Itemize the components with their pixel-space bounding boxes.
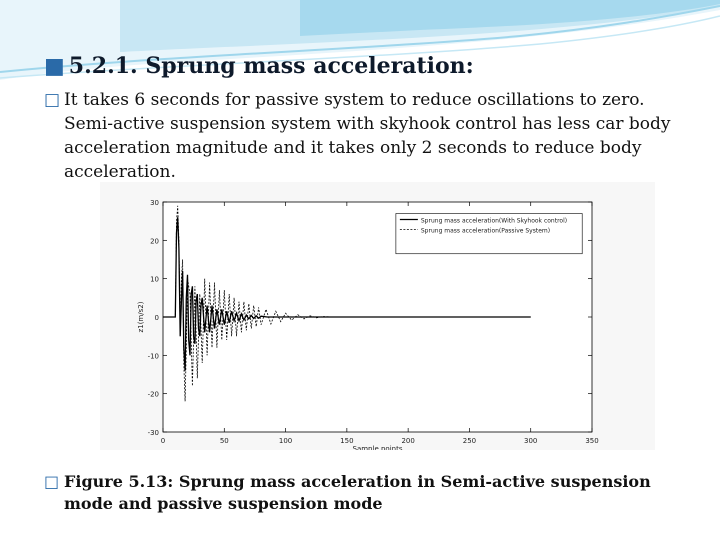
slide-title-text: 5.2.1. Sprung mass acceleration: bbox=[68, 53, 474, 79]
y-tick-label: -10 bbox=[147, 352, 159, 361]
figure-caption-text: Figure 5.13: Sprung mass acceleration in Semi-active suspension mode and passive suspension mode bbox=[64, 472, 651, 513]
x-axis-label: Sample points bbox=[352, 445, 403, 450]
body-paragraph bbox=[44, 88, 684, 184]
figure-caption bbox=[44, 471, 684, 515]
x-tick-label: 50 bbox=[219, 437, 229, 445]
body-paragraph-text: It takes 6 seconds for passive system to reduce oscillations to zero. Semi-active suspension system with skyhook control has less car body acceleration magnitude and it takes only 2 seconds to reduce body acceleration. bbox=[64, 90, 671, 182]
x-tick-label: 250 bbox=[462, 437, 477, 445]
y-tick-label: -20 bbox=[147, 390, 159, 399]
body-bullet-icon: □ bbox=[44, 90, 61, 110]
x-tick-label: 300 bbox=[524, 437, 538, 445]
x-tick-label: 200 bbox=[401, 437, 415, 445]
x-tick-label: 150 bbox=[340, 437, 354, 445]
y-tick-label: 20 bbox=[150, 237, 159, 246]
figure-container bbox=[100, 182, 655, 450]
slide-title bbox=[44, 53, 474, 79]
y-tick-label: 30 bbox=[150, 199, 159, 207]
y-tick-label: -30 bbox=[147, 429, 159, 437]
acceleration-chart bbox=[100, 182, 655, 450]
title-bullet-icon: ■ bbox=[44, 54, 65, 79]
legend-entry: Sprung mass acceleration(With Skyhook control) bbox=[420, 217, 568, 225]
legend-entry: Sprung mass acceleration(Passive System) bbox=[420, 227, 551, 235]
x-tick-label: 0 bbox=[160, 437, 166, 445]
y-axis-label: z1(m/s2) bbox=[137, 301, 145, 333]
caption-bullet-icon: □ bbox=[44, 472, 60, 491]
x-tick-label: 350 bbox=[585, 437, 599, 445]
y-tick-label: 10 bbox=[150, 275, 159, 284]
x-tick-label: 100 bbox=[278, 437, 293, 445]
y-tick-label: 0 bbox=[154, 314, 159, 322]
